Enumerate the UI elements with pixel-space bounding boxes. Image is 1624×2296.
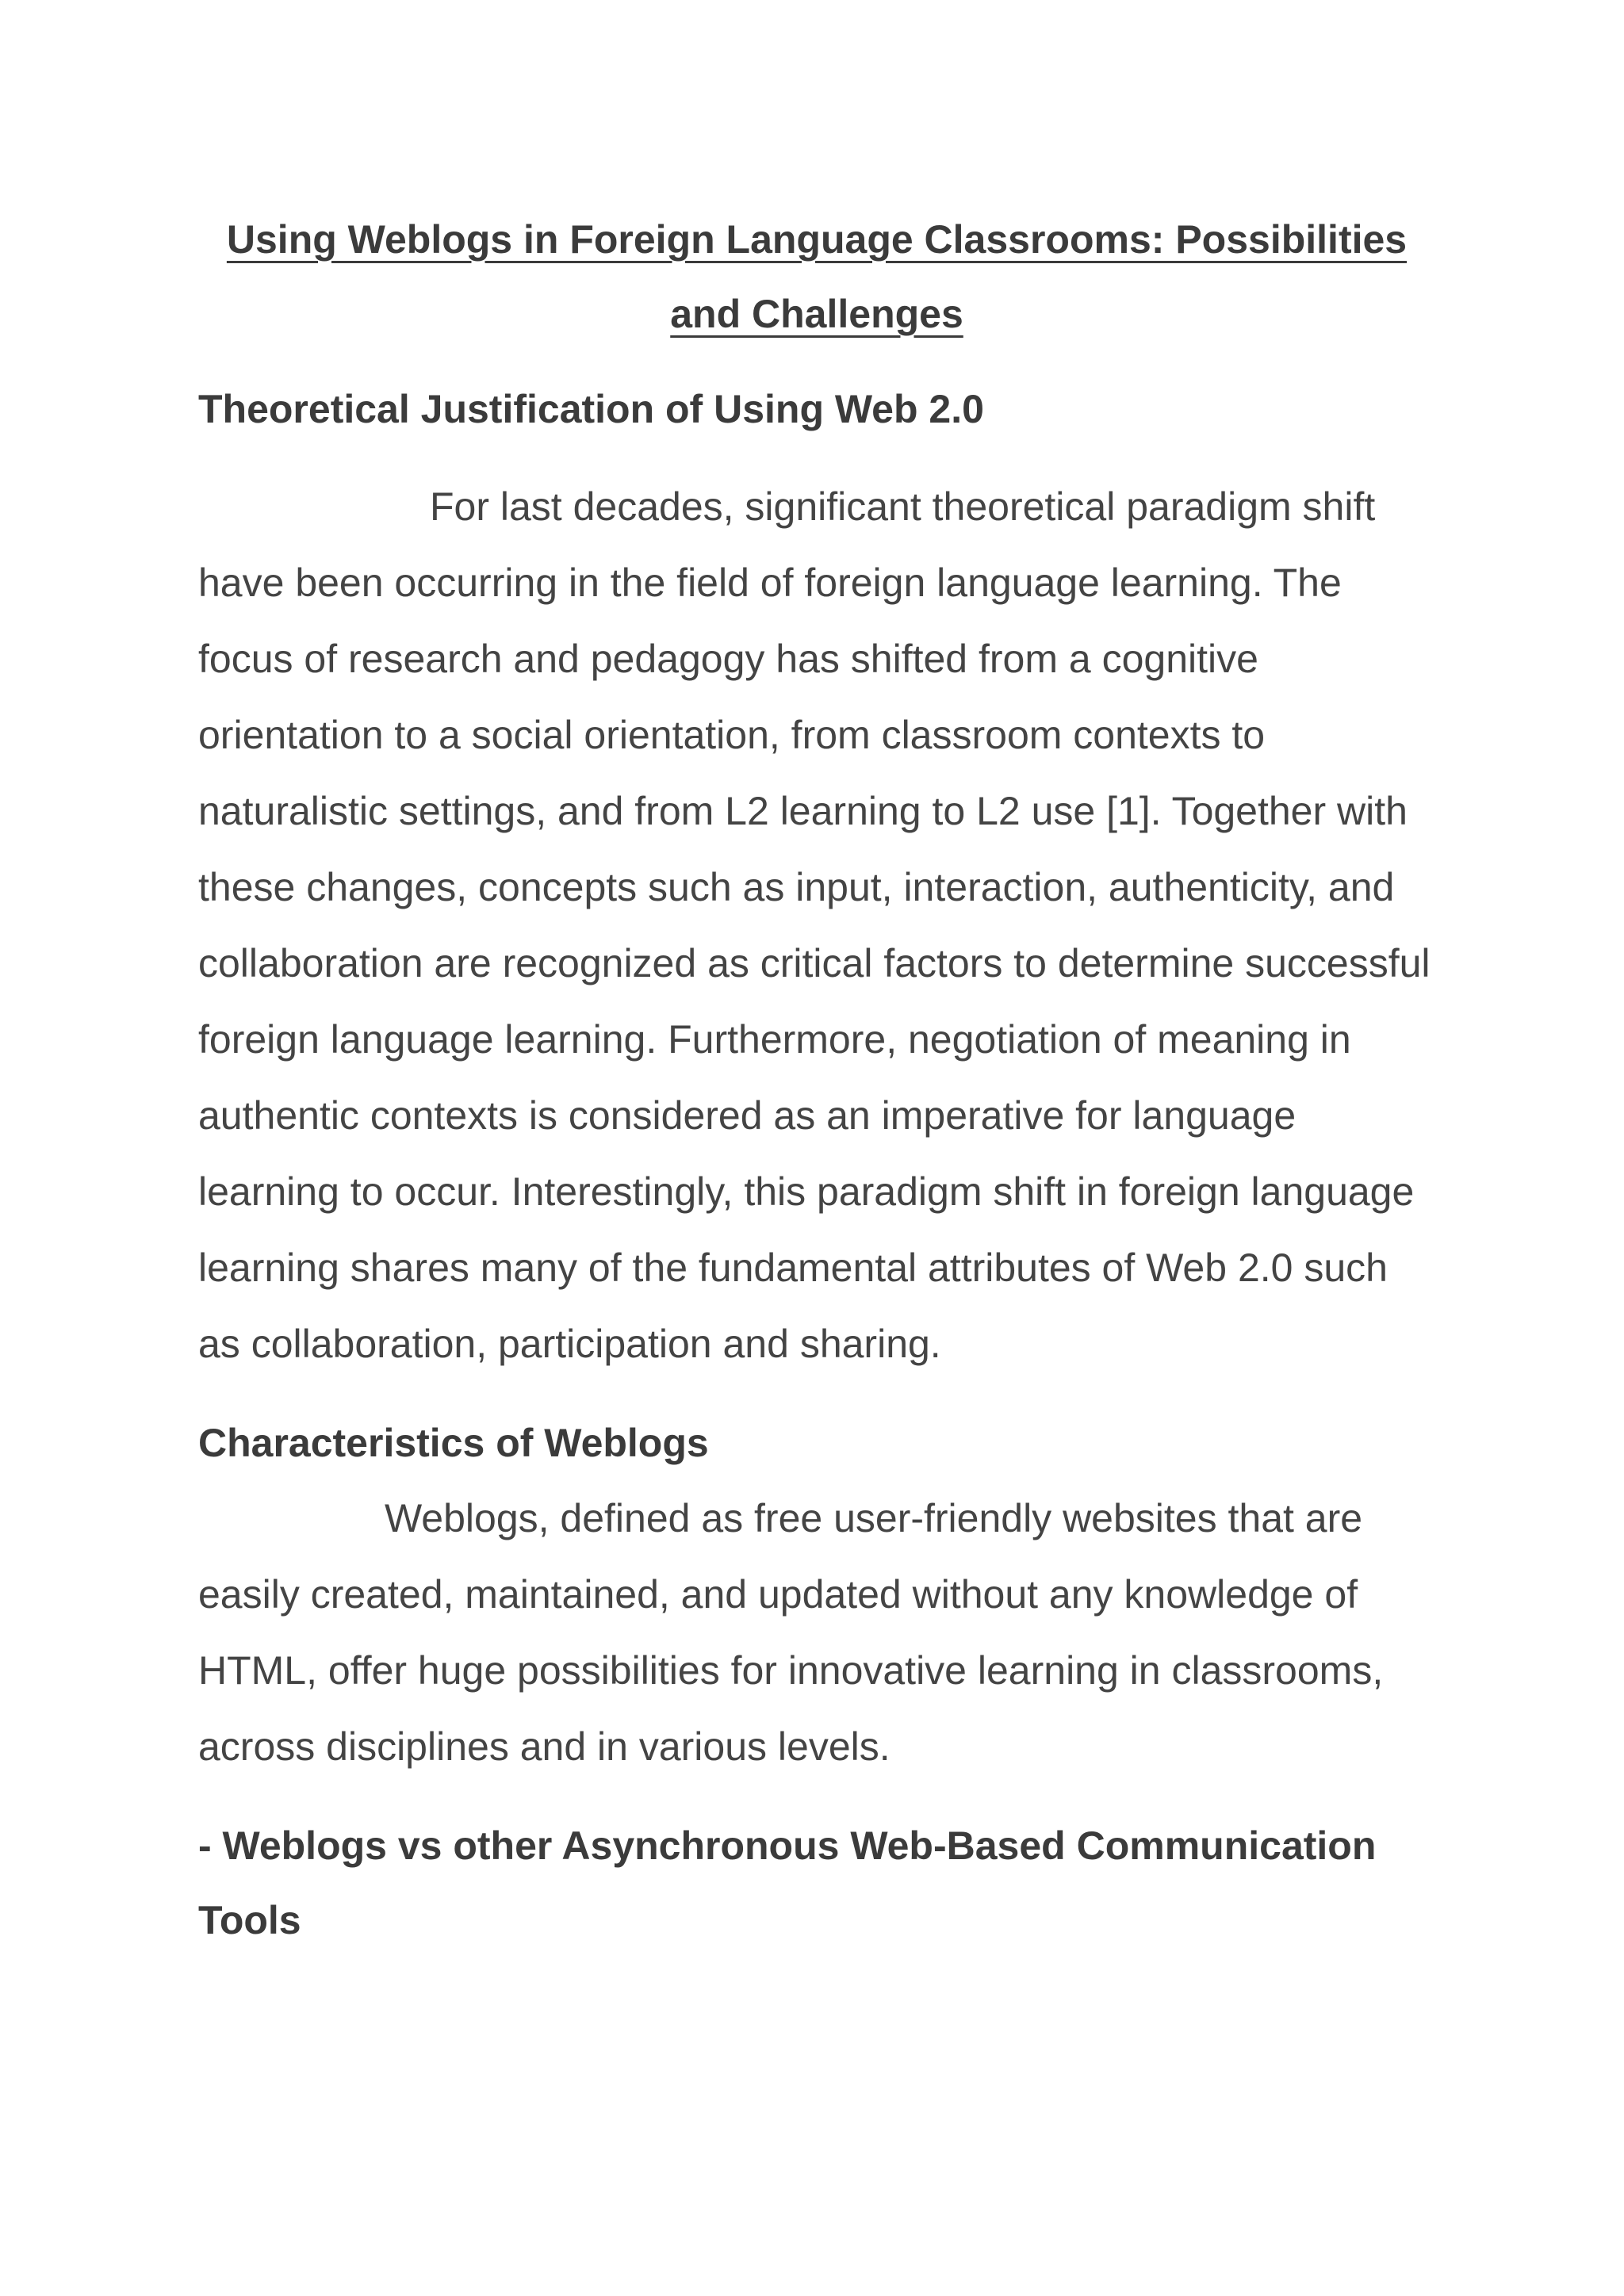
- section-heading-weblogs-vs-tools: - Weblogs vs other Asynchronous Web-Based Communication Tools: [198, 1823, 1377, 1942]
- document-title-text: Using Weblogs in Foreign Language Classrooms: Possibilities and Challenges: [226, 217, 1408, 336]
- section-heading-characteristics: Characteristics of Weblogs: [198, 1421, 709, 1465]
- paragraph-theoretical-justification: For last decades, significant theoretical paradigm shift have been occurring in the field of foreign language learning. The focus of research and pedagogy has shifted from a cognitive orientation to a social orientation, from classroom contexts to naturalistic settings, and from L2 learning to L2 use [1]. Together with these changes, concepts such as input, interaction, authenticity, and collaboration are recognized as critical factors to determine successful foreign language learning. Furthermore, negotiation of meaning in authentic contexts is considered as an imperative for language learning to occur. Interestingly, this paradigm shift in foreign language learning shares many of the fundamental attributes of Web 2.0 such as collaboration, participation and sharing.: [198, 484, 1431, 1366]
- paragraph-characteristics: Weblogs, defined as free user-friendly websites that are easily created, maintained, and updated without any knowledge of HTML, offer huge possibilities for innovative learning in classrooms, across disciplines and in various levels.: [198, 1496, 1384, 1769]
- section-heading-theoretical-justification: Theoretical Justification of Using Web 2.0: [198, 387, 984, 431]
- document-body: [198, 202, 1435, 1957]
- document-title: [198, 202, 1435, 351]
